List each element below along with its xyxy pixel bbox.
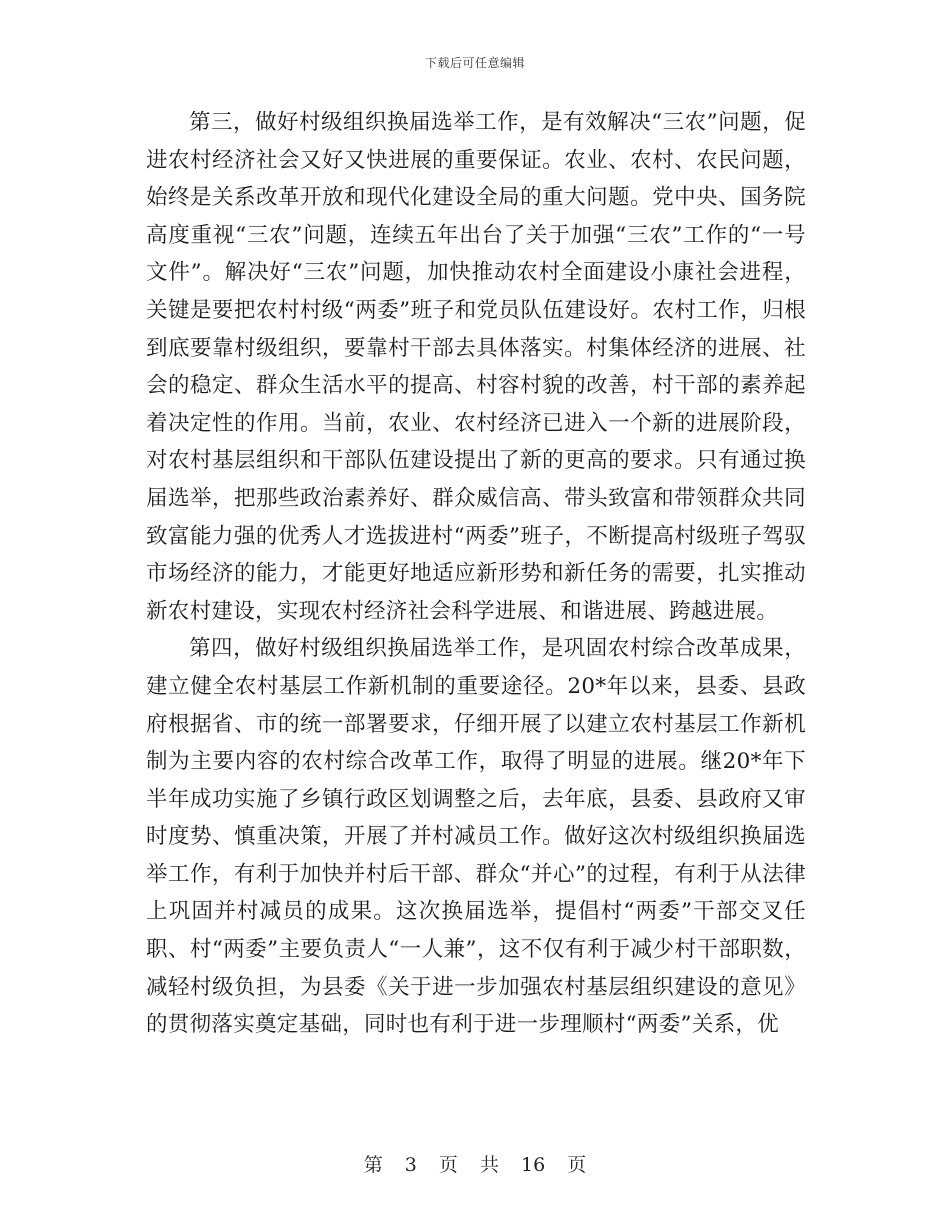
footer-total-pages: 16 xyxy=(521,1154,546,1176)
footer-label-unit2: 页 xyxy=(567,1154,587,1176)
page-header-note: 下载后可任意编辑 xyxy=(424,56,525,70)
document-body xyxy=(146,104,806,1044)
footer-label-page: 第 xyxy=(363,1154,383,1176)
footer-label-total: 共 xyxy=(479,1154,499,1176)
paragraph-3: 第三，做好村级组织换届选举工作，是有效解决“三农”问题，促进农村经济社会又好又快进展的重要保证。农业、农村、农民问题，始终是关系改革开放和现代化建设全局的重大问题。党中央、国务院高度重视“三农”问题，连续五年出台了关于加强“三农”工作的“一号文件”。解决好“三农”问题，加快推动农村全面建设小康社会进程，关键是要把农村村级“两委”班子和党员队伍建设好。农村工作，归根到底要靠村级组织，要靠村干部去具体落实。村集体经济的进展、社会的稳定、群众生活水平的提高、村容村貌的改善，村干部的素养起着决定性的作用。当前，农业、农村经济已进入一个新的进展阶段，对农村基层组织和干部队伍建设提出了新的更高的要求。只有通过换届选举，把那些政治素养好、群众威信高、带头致富和带领群众共同致富能力强的优秀人才选拔进村“两委”班子，不断提高村级班子驾驭市场经济的能力，才能更好地适应新形势和新任务的需要，扎实推动新农村建设，实现农村经济社会科学进展、和谐进展、跨越进展。 xyxy=(146,110,806,624)
footer-current-page: 3 xyxy=(404,1154,417,1176)
paragraph-4: 第四，做好村级组织换届选举工作，是巩固农村综合改革成果，建立健全农村基层工作新机制的重要途径。20*年以来，县委、县政府根据省、市的统一部署要求，仔细开展了以建立农村基层工作新机制为主要内容的农村综合改革工作，取得了明显的进展。继20*年下半年成功实施了乡镇行政区划调整之后，去年底，县委、县政府又审时度势、慎重决策，开展了并村减员工作。做好这次村级组织换届选举工作，有利于加快并村后干部、群众“并心”的过程，有利于从法律上巩固并村减员的成果。这次换届选举，提倡村“两委”干部交叉任职、村“两委”主要负责人“一人兼”，这不仅有利于减少村干部职数，减轻村级负担，为县委《关于进一步加强农村基层组织建设的意见》的贯彻落实奠定基础，同时也有利于进一步理顺村“两委”关系，优 xyxy=(146,636,806,1038)
footer-label-unit: 页 xyxy=(438,1154,458,1176)
page-footer xyxy=(0,1150,950,1177)
